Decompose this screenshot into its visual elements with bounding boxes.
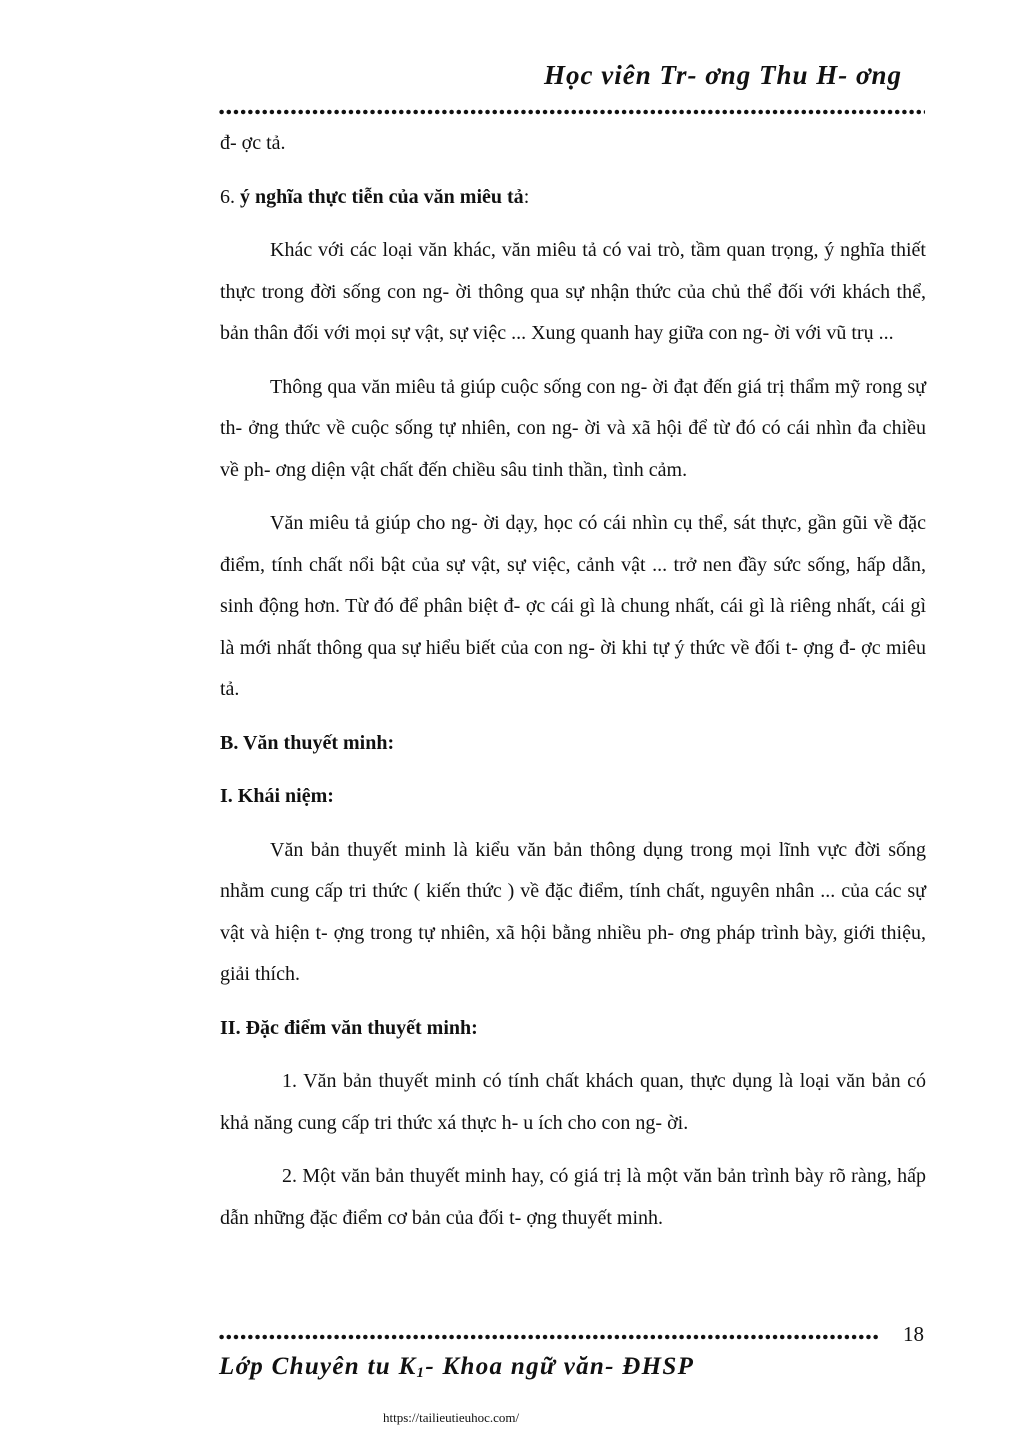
list-item-1: 1. Văn bản thuyết minh có tính chất khách quan, thực dụng là loại văn bản có khả năng cung cấp tri thức xá thực h- u ích cho con ng- ời. (220, 1070, 926, 1134)
heading-i: I. Khái niệm: (220, 785, 334, 807)
footer-title-part2: - Khoa ngữ văn- ĐHSP (425, 1353, 695, 1380)
paragraph-1: Khác với các loại văn khác, văn miêu tả có vai trò, tầm quan trọng, ý nghĩa thiết thực trong đời sống con ng- ời thông qua sự nhận thức của chủ thể đối với khách thể, bản thân đối với mọi sự vật, sự việc ... Xung quanh hay giữa con ng- ời với vũ trụ ... (220, 239, 926, 344)
heading-b: B. Văn thuyết minh: (220, 731, 395, 754)
footer-dotted-rule (218, 1331, 880, 1343)
paragraph-2: Thông qua văn miêu tả giúp cuộc sống con ng- ời đạt đến giá trị thẩm mỹ rong sự th- ởng thức về cuộc sống tự nhiên, con ng- ời và xã hội để từ đó có cái nhìn đa chiều về ph- ơng diện vật chất đến chiều sâu tinh thần, tình cảm. (220, 375, 926, 481)
footer-title (219, 1353, 694, 1382)
section-6-heading (220, 177, 926, 219)
section-6-colon: : (523, 185, 530, 208)
section-6-number: 6. (220, 185, 240, 208)
footer-title-subscript: 1 (416, 1365, 426, 1381)
section-6-title: ý nghĩa thực tiễn của văn miêu tả (240, 185, 524, 208)
source-url: https://tailieutieuhoc.com/ (383, 1410, 520, 1425)
page-number: 18 (903, 1322, 924, 1346)
header-dotted-rule (218, 106, 925, 118)
paragraph-4: Văn bản thuyết minh là kiểu văn bản thông dụng trong mọi lĩnh vực đời sống nhằm cung cấp tri thức ( kiến thức ) về đặc điểm, tính chất, nguyên nhân ... của các sự vật và hiện t- ợng trong tự nhiên, xã hội bằng nhiều ph- ơng pháp trình bày, giới thiệu, giải thích. (220, 838, 926, 985)
page-content (220, 123, 926, 1239)
header-title: Học viên Tr- ơng Thu H- ơng (544, 60, 902, 90)
paragraph-3: Văn miêu tả giúp cho ng- ời dạy, học có cái nhìn cụ thể, sát thực, gần gũi về đặc điểm, tính chất nổi bật của sự vật, sự việc, cảnh vật ... trở nen đầy sức sống, hấp dẫn, sinh động hơn. Từ đó để phân biệt đ- ợc cái gì là chung nhất, cái gì là riêng nhất, cái gì là mới nhất thông qua sự hiểu biết của con ng- ời khi tự ý thức về đối t- ợng đ- ợc miêu tả. (220, 512, 926, 700)
list-item-2: 2. Một văn bản thuyết minh hay, có giá trị là một văn bản trình bày rõ ràng, hấp dẫn những đặc điểm cơ bản của đối t- ợng thuyết minh. (220, 1165, 926, 1229)
footer-title-part1: Lớp Chuyên tu K (219, 1353, 417, 1380)
continuation-line: đ- ợc tả. (220, 132, 286, 154)
heading-ii: II. Đặc điểm văn thuyết minh: (220, 1016, 478, 1039)
